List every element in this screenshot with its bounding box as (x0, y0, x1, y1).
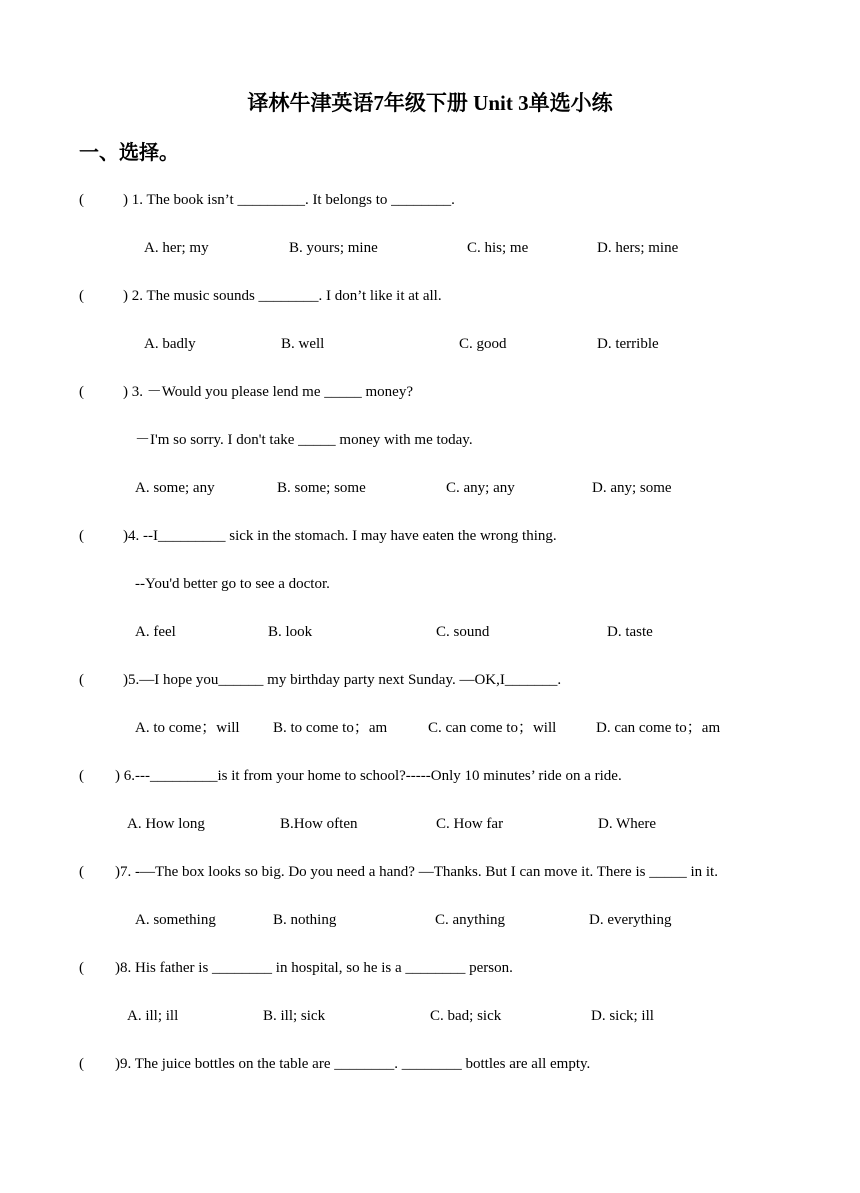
question-8-option-c: C. bad; sick (430, 1008, 502, 1024)
question-3-stem-reply: －I'm so sorry. I don't take _____ money with me today. (135, 432, 473, 448)
question-7-option-c: C. anything (435, 912, 505, 928)
question-2-option-b: B. well (281, 336, 325, 352)
question-1-paren: ( (79, 192, 84, 208)
question-5-paren: ( (79, 672, 84, 688)
question-7-option-d: D. everything (589, 912, 672, 928)
question-1-option-c: C. his; me (467, 240, 529, 256)
question-7-stem: )7. -—The box looks so big. Do you need a hand? —Thanks. But I can move it. There is _____ in it. (115, 864, 718, 880)
question-9-paren: ( (79, 1056, 84, 1072)
question-4-option-b: B. look (268, 624, 313, 640)
question-2-option-a: A. badly (144, 336, 196, 352)
question-7-paren: ( (79, 864, 84, 880)
question-2-option-d: D. terrible (597, 336, 659, 352)
question-3-option-a: A. some; any (135, 480, 215, 496)
question-6-stem: ) 6.---_________is it from your home to school?-----Only 10 minutes’ ride on a ride. (115, 768, 622, 784)
question-6-option-b: B.How often (280, 816, 358, 832)
question-3-paren: ( (79, 384, 84, 400)
question-3-stem: ) 3. －Would you please lend me _____ money? (123, 384, 413, 400)
question-8-stem: )8. His father is ________ in hospital, so he is a ________ person. (115, 960, 513, 976)
page-title: 译林牛津英语7年级下册 Unit 3单选小练 (247, 91, 613, 115)
question-4-stem-reply: --You'd better go to see a doctor. (135, 576, 330, 592)
question-1-option-d: D. hers; mine (597, 240, 679, 256)
question-7-option-a: A. something (135, 912, 216, 928)
question-5-option-c: C. can come to；will (428, 720, 557, 736)
question-3-option-c: C. any; any (446, 480, 515, 496)
question-6-option-a: A. How long (127, 816, 205, 832)
section-heading: 一、选择。 (79, 142, 179, 164)
question-6-option-c: C. How far (436, 816, 504, 832)
question-9-stem: )9. The juice bottles on the table are ________. ________ bottles are all empty. (115, 1056, 591, 1072)
question-4-option-d: D. taste (607, 624, 653, 640)
question-5-option-a: A. to come；will (135, 720, 240, 736)
question-3-option-b: B. some; some (277, 480, 366, 496)
question-5-stem: )5.—I hope you______ my birthday party next Sunday. —OK,I_______. (123, 672, 562, 688)
question-4-option-a: A. feel (135, 624, 176, 640)
question-2-paren: ( (79, 288, 84, 304)
question-2-option-c: C. good (459, 336, 507, 352)
question-1-option-b: B. yours; mine (289, 240, 378, 256)
question-8-option-a: A. ill; ill (127, 1008, 179, 1024)
question-6-option-d: D. Where (598, 816, 657, 832)
question-8-paren: ( (79, 960, 84, 976)
question-8-option-b: B. ill; sick (263, 1008, 326, 1024)
question-4-paren: ( (79, 528, 84, 544)
question-4-stem: )4. --I_________ sick in the stomach. I may have eaten the wrong thing. (123, 528, 557, 544)
question-1-option-a: A. her; my (144, 240, 209, 256)
question-2-stem: ) 2. The music sounds ________. I don’t like it at all. (123, 288, 442, 304)
question-8-option-d: D. sick; ill (591, 1008, 654, 1024)
question-1-stem: ) 1. The book isn’t _________. It belongs to ________. (123, 192, 455, 208)
question-4-option-c: C. sound (436, 624, 490, 640)
question-6-paren: ( (79, 768, 84, 784)
question-3-option-d: D. any; some (592, 480, 672, 496)
question-7-option-b: B. nothing (273, 912, 337, 928)
question-5-option-b: B. to come to；am (273, 720, 388, 736)
question-5-option-d: D. can come to；am (596, 720, 721, 736)
